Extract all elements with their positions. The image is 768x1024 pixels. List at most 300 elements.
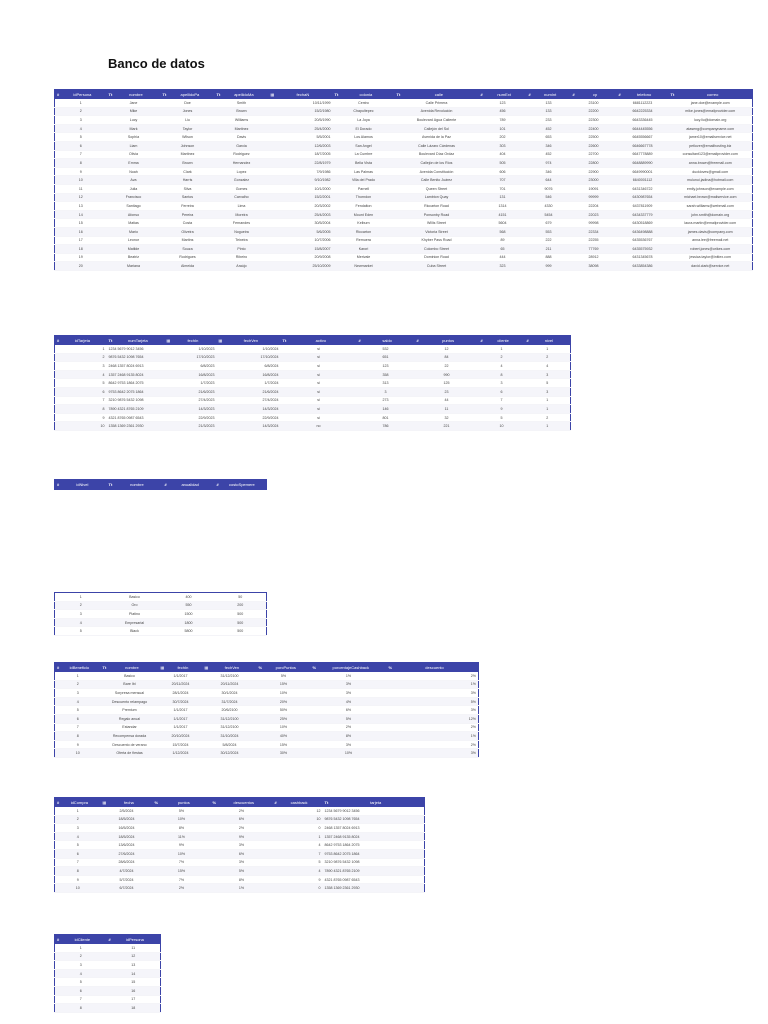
table-cell[interactable]: 6435536767 bbox=[617, 236, 669, 245]
table-cell[interactable]: 273 bbox=[357, 396, 415, 405]
table-cell[interactable]: La Joya bbox=[333, 116, 395, 125]
column-header-anualidad[interactable] bbox=[163, 480, 215, 490]
table-cell[interactable]: Lopez bbox=[215, 167, 269, 176]
table-cell[interactable]: 31/10/2024 bbox=[203, 732, 257, 741]
table-cell[interactable]: 20/5/1990 bbox=[269, 116, 333, 125]
column-header-fechan[interactable] bbox=[269, 90, 333, 100]
table-cell[interactable]: 1 bbox=[55, 672, 101, 680]
table-cell[interactable]: 20/3/2002 bbox=[269, 202, 333, 211]
table-cell[interactable]: 30/12/2024 bbox=[203, 749, 257, 758]
table-cell[interactable]: Regalo anual bbox=[101, 714, 159, 723]
table-cell[interactable]: 6430518869 bbox=[617, 219, 669, 228]
table-cell[interactable]: Queen Street bbox=[395, 184, 479, 193]
table-cell[interactable]: 2% bbox=[311, 723, 387, 732]
table-cell[interactable]: 1/1/2017 bbox=[159, 706, 203, 715]
table-cell[interactable]: Remuera bbox=[333, 236, 395, 245]
table-cell[interactable]: 323 bbox=[479, 262, 527, 271]
table-cell[interactable]: 10/11/1999 bbox=[269, 99, 333, 107]
table-cell[interactable]: 3% bbox=[387, 689, 479, 698]
table-cell[interactable]: 500 bbox=[215, 610, 267, 619]
table-cell[interactable]: 15% bbox=[257, 680, 311, 689]
table-cell[interactable]: 12% bbox=[387, 714, 479, 723]
table-cell[interactable]: Williams bbox=[215, 116, 269, 125]
table-cell[interactable]: jane.doe@example.com bbox=[669, 99, 753, 107]
table-cell[interactable]: 77769 bbox=[571, 245, 617, 254]
table-cell[interactable]: Gomes bbox=[215, 184, 269, 193]
table-cell[interactable]: 1314 bbox=[479, 202, 527, 211]
table-cell[interactable]: 31/12/2100 bbox=[203, 723, 257, 732]
table-cell[interactable]: 4151 bbox=[479, 210, 527, 219]
table-cell[interactable]: 3210 9876 5432 1098 bbox=[323, 858, 425, 867]
table-cell[interactable]: 6% bbox=[211, 815, 273, 824]
table-cell[interactable]: 2/5/2024 bbox=[101, 807, 153, 815]
table-cell[interactable]: Basico bbox=[101, 672, 159, 680]
column-header-idcliente[interactable] bbox=[55, 935, 107, 945]
table-cell[interactable]: Boulevard Agua Caliente bbox=[395, 116, 479, 125]
table-cell[interactable]: emily.johnson@example.com bbox=[669, 184, 753, 193]
table-cell[interactable]: 15/7/2024 bbox=[159, 740, 203, 749]
table-cell[interactable]: 974 bbox=[527, 159, 571, 168]
table-cell[interactable]: 9753 8642 2075 1864 bbox=[107, 387, 165, 396]
table-cell[interactable]: Fendalton bbox=[333, 202, 395, 211]
table-cell[interactable]: 14/3/2023 bbox=[165, 405, 217, 414]
table-cell[interactable]: 2 bbox=[525, 413, 571, 422]
table-cell[interactable]: 22800 bbox=[571, 159, 617, 168]
table-cell[interactable]: 18 bbox=[107, 1004, 161, 1013]
table-cell[interactable]: 15 bbox=[107, 978, 161, 987]
table-cell[interactable]: 5% bbox=[311, 714, 387, 723]
table-cell[interactable]: Centro bbox=[333, 99, 395, 107]
table-cell[interactable]: 20/11/2024 bbox=[159, 680, 203, 689]
table-cell[interactable]: 20/11/2024 bbox=[203, 680, 257, 689]
table-cell[interactable]: 1 bbox=[525, 405, 571, 414]
table-cell[interactable]: Callejón del Sol bbox=[395, 124, 479, 133]
table-cell[interactable]: Kelburn bbox=[333, 219, 395, 228]
table-cell[interactable]: 1234 5679 9012 3456 bbox=[323, 807, 425, 815]
table-cell[interactable]: david.clark@service.net bbox=[669, 262, 753, 271]
table-cell[interactable]: 11% bbox=[153, 832, 211, 841]
table-cell[interactable]: sarah.williams@webmail.com bbox=[669, 202, 753, 211]
table-cell[interactable]: si bbox=[281, 353, 357, 362]
table-cell[interactable]: Pinto bbox=[215, 245, 269, 254]
table-cell[interactable]: Mariana bbox=[107, 262, 161, 271]
table-cell[interactable]: 6681112223 bbox=[617, 99, 669, 107]
table-cell[interactable]: 28/6/2024 bbox=[101, 858, 153, 867]
table-cell[interactable]: 211 bbox=[527, 245, 571, 254]
table-cell[interactable]: 17/10/2024 bbox=[217, 353, 281, 362]
table-cell[interactable]: 9876 5432 1098 7654 bbox=[323, 815, 425, 824]
table-cell[interactable]: Black bbox=[107, 627, 163, 636]
table-cell[interactable]: 444 bbox=[479, 253, 527, 262]
table-cell[interactable]: 644 bbox=[527, 176, 571, 185]
table-cell[interactable]: 2 bbox=[55, 952, 107, 961]
table-cell[interactable]: 22900 bbox=[571, 167, 617, 176]
table-cell[interactable]: Recompensa dorada bbox=[101, 732, 159, 741]
table-cell[interactable]: 8% bbox=[153, 824, 211, 833]
table-cell[interactable]: 550 bbox=[163, 601, 215, 610]
table-cell[interactable]: jessica.taylor@initiex.com bbox=[669, 253, 753, 262]
table-cell[interactable]: Brown bbox=[161, 159, 215, 168]
table-cell[interactable]: 1 bbox=[55, 944, 107, 952]
table-cell[interactable]: 3% bbox=[211, 858, 273, 867]
table-cell[interactable]: 3 bbox=[525, 387, 571, 396]
table-cell[interactable]: 10/1/2000 bbox=[269, 184, 333, 193]
table-cell[interactable]: 5/8/2024 bbox=[203, 740, 257, 749]
table-cell[interactable]: 6643336445 bbox=[617, 116, 669, 125]
table-cell[interactable]: 30/7/2024 bbox=[159, 697, 203, 706]
table-cell[interactable]: 31/12/2100 bbox=[203, 714, 257, 723]
table-cell[interactable]: 5 bbox=[479, 413, 525, 422]
table-cell[interactable]: mulunui.jadina@hotmail.com bbox=[669, 176, 753, 185]
table-cell[interactable]: 2% bbox=[211, 807, 273, 815]
table-cell[interactable]: 18/5/2024 bbox=[101, 815, 153, 824]
table-cell[interactable]: Doe bbox=[161, 99, 215, 107]
table-cell[interactable]: 38098 bbox=[571, 262, 617, 271]
table-cell[interactable]: 32 bbox=[415, 413, 479, 422]
table-cell[interactable]: Teixeira bbox=[215, 236, 269, 245]
table-cell[interactable]: 1/12/2024 bbox=[159, 749, 203, 758]
table-cell[interactable]: 1% bbox=[211, 884, 273, 893]
table-cell[interactable]: 9% bbox=[211, 832, 273, 841]
table-cell[interactable]: Cuba Street bbox=[395, 262, 479, 271]
table-cell[interactable]: 5454 bbox=[527, 210, 571, 219]
table-cell[interactable]: Mario bbox=[107, 227, 161, 236]
table-cell[interactable]: 1234 5679 9012 3456 bbox=[107, 345, 165, 353]
table-cell[interactable]: 22/9/2024 bbox=[217, 413, 281, 422]
table-cell[interactable]: 9 bbox=[479, 405, 525, 414]
table-cell[interactable]: Julia bbox=[107, 184, 161, 193]
table-cell[interactable]: 200 bbox=[215, 601, 267, 610]
column-header-idcompra[interactable] bbox=[55, 798, 101, 808]
table-cell[interactable]: 15 bbox=[55, 219, 107, 228]
table-cell[interactable]: Khyber Pass Road bbox=[395, 236, 479, 245]
table-cell[interactable]: Mike bbox=[107, 107, 161, 116]
table-cell[interactable]: 5/6/2005 bbox=[269, 227, 333, 236]
table-cell[interactable]: 6649990001 bbox=[617, 167, 669, 176]
table-cell[interactable]: Calle Primera bbox=[395, 99, 479, 107]
table-cell[interactable]: 3 bbox=[55, 824, 101, 833]
column-header-fecha[interactable] bbox=[101, 798, 153, 808]
table-cell[interactable]: Liu bbox=[161, 116, 215, 125]
table-cell[interactable]: Moreira bbox=[215, 210, 269, 219]
table-cell[interactable]: Carvalho bbox=[215, 193, 269, 202]
column-header-numtarjeta[interactable] bbox=[107, 336, 165, 346]
table-cell[interactable]: 221 bbox=[415, 422, 479, 431]
column-header-descuento[interactable] bbox=[387, 663, 479, 673]
table-cell[interactable]: 651 bbox=[357, 353, 415, 362]
table-cell[interactable]: Matilde bbox=[107, 245, 161, 254]
table-cell[interactable]: 5% bbox=[153, 807, 211, 815]
table-cell[interactable]: 6 bbox=[55, 714, 101, 723]
column-header-puntos[interactable] bbox=[415, 336, 479, 346]
table-cell[interactable]: 456 bbox=[479, 107, 527, 116]
column-header-porcpuntos[interactable] bbox=[257, 663, 311, 673]
table-cell[interactable]: Jones bbox=[161, 107, 215, 116]
table-cell[interactable]: 404 bbox=[479, 150, 527, 159]
table-cell[interactable]: 84 bbox=[415, 353, 479, 362]
table-cell[interactable]: 23100 bbox=[571, 99, 617, 107]
table-cell[interactable]: Wilson bbox=[161, 133, 215, 142]
table-cell[interactable]: Los Alamos bbox=[333, 133, 395, 142]
table-cell[interactable]: 4 bbox=[55, 370, 107, 379]
table-cell[interactable]: San Angel bbox=[333, 141, 395, 150]
table-cell[interactable]: 22400 bbox=[571, 124, 617, 133]
table-cell[interactable]: 568 bbox=[479, 227, 527, 236]
table-cell[interactable]: si bbox=[281, 396, 357, 405]
table-cell[interactable]: 8642 9753 1864 2075 bbox=[323, 841, 425, 850]
table-cell[interactable]: 789 bbox=[479, 116, 527, 125]
table-cell[interactable]: 25/4/2003 bbox=[269, 210, 333, 219]
table-cell[interactable]: 14/3/2024 bbox=[217, 405, 281, 414]
table-cell[interactable]: Harris bbox=[161, 176, 215, 185]
table-cell[interactable]: 22334 bbox=[571, 227, 617, 236]
table-cell[interactable]: 9753 8642 2075 1864 bbox=[323, 849, 425, 858]
table-cell[interactable]: 9% bbox=[153, 841, 211, 850]
table-cell[interactable]: 9 bbox=[273, 875, 323, 884]
table-cell[interactable]: 9 bbox=[55, 167, 107, 176]
table-cell[interactable]: 11 bbox=[107, 944, 161, 952]
table-cell[interactable]: 9 bbox=[55, 413, 107, 422]
table-cell[interactable]: 22700 bbox=[571, 150, 617, 159]
table-cell[interactable]: Villa del Prado bbox=[333, 176, 395, 185]
table-cell[interactable]: 5 bbox=[55, 841, 101, 850]
table-cell[interactable]: 20/10/2024 bbox=[159, 732, 203, 741]
table-cell[interactable]: Rodriguez bbox=[215, 150, 269, 159]
table-cell[interactable]: 1/1/2017 bbox=[159, 672, 203, 680]
table-cell[interactable]: 3% bbox=[311, 680, 387, 689]
table-cell[interactable]: Oro bbox=[107, 601, 163, 610]
table-cell[interactable]: Davis bbox=[215, 133, 269, 142]
table-cell[interactable]: 19 bbox=[55, 253, 107, 262]
table-cell[interactable]: 3 bbox=[55, 961, 107, 970]
table-cell[interactable]: 2 bbox=[479, 353, 525, 362]
table-cell[interactable]: 23000 bbox=[571, 176, 617, 185]
table-cell[interactable]: 22 bbox=[415, 362, 479, 371]
column-header-tarjeta[interactable] bbox=[323, 798, 425, 808]
table-cell[interactable]: Empresarial bbox=[107, 618, 163, 627]
table-cell[interactable]: 65 bbox=[479, 245, 527, 254]
table-cell[interactable]: 6640001112 bbox=[617, 176, 669, 185]
table-cell[interactable]: 10 bbox=[55, 749, 101, 758]
table-cell[interactable]: 14 bbox=[55, 210, 107, 219]
table-cell[interactable]: Karori bbox=[333, 245, 395, 254]
table-cell[interactable]: no bbox=[281, 422, 357, 431]
table-cell[interactable]: 2 bbox=[55, 601, 107, 610]
table-cell[interactable]: 7/9/1986 bbox=[269, 167, 333, 176]
table-cell[interactable]: 2% bbox=[387, 740, 479, 749]
table-cell[interactable]: 125 bbox=[415, 379, 479, 388]
table-cell[interactable]: Callejón de los Ríos bbox=[395, 159, 479, 168]
table-cell[interactable]: 14/3/2024 bbox=[217, 422, 281, 431]
table-cell[interactable]: Merivale bbox=[333, 253, 395, 262]
table-cell[interactable]: 707 bbox=[479, 176, 527, 185]
table-cell[interactable]: 27/6/2024 bbox=[101, 849, 153, 858]
table-cell[interactable]: 5 bbox=[55, 627, 107, 636]
table-cell[interactable]: 10% bbox=[257, 689, 311, 698]
table-cell[interactable]: 5 bbox=[525, 379, 571, 388]
table-cell[interactable]: 13 bbox=[55, 202, 107, 211]
table-cell[interactable]: 17 bbox=[55, 236, 107, 245]
table-cell[interactable]: 10/7/2006 bbox=[269, 236, 333, 245]
table-cell[interactable]: Oliveira bbox=[161, 227, 215, 236]
table-cell[interactable]: Pereira bbox=[161, 210, 215, 219]
table-cell[interactable]: 6/8/2023 bbox=[165, 362, 217, 371]
table-cell[interactable]: 3% bbox=[387, 706, 479, 715]
column-header-numint[interactable] bbox=[527, 90, 571, 100]
table-cell[interactable]: 1 bbox=[55, 99, 107, 107]
table-cell[interactable]: Mount Eden bbox=[333, 210, 395, 219]
table-cell[interactable]: 999 bbox=[527, 262, 571, 271]
table-cell[interactable]: Mark bbox=[107, 124, 161, 133]
table-cell[interactable]: Colombo Street bbox=[395, 245, 479, 254]
table-cell[interactable]: 12 bbox=[107, 952, 161, 961]
table-cell[interactable]: 2 bbox=[55, 815, 101, 824]
table-cell[interactable]: 701 bbox=[479, 184, 527, 193]
table-cell[interactable]: 4 bbox=[55, 618, 107, 627]
table-cell[interactable]: 16 bbox=[107, 986, 161, 995]
table-cell[interactable]: 1/7/2023 bbox=[165, 379, 217, 388]
column-header-nombre[interactable] bbox=[107, 480, 163, 490]
table-cell[interactable]: 6/7/2024 bbox=[101, 884, 153, 893]
table-cell[interactable]: 16/5/2024 bbox=[101, 824, 153, 833]
table-cell[interactable]: 9876 5432 1098 7654 bbox=[107, 353, 165, 362]
column-header-cliente[interactable] bbox=[479, 336, 525, 346]
table-cell[interactable]: 10 bbox=[273, 815, 323, 824]
table-cell[interactable]: 22255 bbox=[571, 236, 617, 245]
table-cell[interactable]: 28912 bbox=[571, 253, 617, 262]
table-cell[interactable]: 30% bbox=[257, 749, 311, 758]
table-cell[interactable]: Basico bbox=[107, 593, 163, 602]
table-cell[interactable]: 12 bbox=[415, 345, 479, 353]
table-cell[interactable]: Willis Street bbox=[395, 219, 479, 228]
table-cell[interactable]: 4 bbox=[273, 841, 323, 850]
table-cell[interactable]: 146 bbox=[357, 405, 415, 414]
table-cell[interactable]: 2% bbox=[211, 824, 273, 833]
table-cell[interactable]: 16/8/2024 bbox=[217, 370, 281, 379]
table-cell[interactable]: laura.martin@emailprovider.com bbox=[669, 219, 753, 228]
table-cell[interactable]: 5 bbox=[55, 133, 107, 142]
table-cell[interactable]: 3% bbox=[311, 689, 387, 698]
table-cell[interactable]: si bbox=[281, 413, 357, 422]
table-cell[interactable]: 15/8/2007 bbox=[269, 245, 333, 254]
table-cell[interactable]: 18/7/2005 bbox=[269, 150, 333, 159]
table-cell[interactable]: 4/7/2024 bbox=[101, 867, 153, 876]
table-cell[interactable]: 6/8/2024 bbox=[217, 362, 281, 371]
table-cell[interactable]: Avenida Constitución bbox=[395, 167, 479, 176]
table-cell[interactable]: 1 bbox=[273, 832, 323, 841]
table-cell[interactable]: Descuento relampago bbox=[101, 697, 159, 706]
table-cell[interactable]: si bbox=[281, 362, 357, 371]
table-cell[interactable]: Boulevard Díaz Ordaz bbox=[395, 150, 479, 159]
table-cell[interactable]: Souza bbox=[161, 245, 215, 254]
table-cell[interactable]: Chapultepec bbox=[333, 107, 395, 116]
table-cell[interactable]: 133 bbox=[527, 107, 571, 116]
table-cell[interactable]: 10 bbox=[55, 422, 107, 431]
table-cell[interactable]: 6437811909 bbox=[617, 202, 669, 211]
table-cell[interactable]: 9076 bbox=[527, 184, 571, 193]
table-cell[interactable]: 89 bbox=[479, 236, 527, 245]
column-header-fechin[interactable] bbox=[159, 663, 203, 673]
column-header-fechin[interactable] bbox=[165, 336, 217, 346]
table-cell[interactable]: 1 bbox=[525, 345, 571, 353]
table-cell[interactable]: Platino bbox=[107, 610, 163, 619]
table-cell[interactable]: Lambton Quay bbox=[395, 193, 479, 202]
table-cell[interactable]: Liam bbox=[107, 141, 161, 150]
column-header-idpersona[interactable] bbox=[55, 90, 107, 100]
table-cell[interactable]: 23 bbox=[415, 387, 479, 396]
table-cell[interactable]: 7% bbox=[153, 875, 211, 884]
table-cell[interactable]: 22023 bbox=[571, 210, 617, 219]
table-cell[interactable]: 10% bbox=[153, 849, 211, 858]
column-header-telefono[interactable] bbox=[617, 90, 669, 100]
table-cell[interactable]: 6648889990 bbox=[617, 159, 669, 168]
column-header-nombre[interactable] bbox=[107, 90, 161, 100]
table-cell[interactable]: Gonzalez bbox=[215, 176, 269, 185]
table-cell[interactable]: 10 bbox=[55, 176, 107, 185]
table-cell[interactable]: 5 bbox=[55, 706, 101, 715]
table-cell[interactable]: 2% bbox=[387, 723, 479, 732]
table-cell[interactable]: Hernandez bbox=[215, 159, 269, 168]
table-cell[interactable]: Premium bbox=[101, 706, 159, 715]
table-cell[interactable]: 1 bbox=[479, 345, 525, 353]
table-cell[interactable]: 20/6/2100 bbox=[203, 706, 257, 715]
table-cell[interactable]: 202 bbox=[479, 133, 527, 142]
column-header-apellidopa[interactable] bbox=[161, 90, 215, 100]
table-cell[interactable]: jamer10@emailservice.net bbox=[669, 133, 753, 142]
table-cell[interactable]: El Dorado bbox=[333, 124, 395, 133]
table-cell[interactable]: 4321 8765 0987 6543 bbox=[107, 413, 165, 422]
table-cell[interactable]: si bbox=[281, 370, 357, 379]
table-cell[interactable]: Oferta de fiestas bbox=[101, 749, 159, 758]
column-header-colonia[interactable] bbox=[333, 90, 395, 100]
table-cell[interactable]: Almeida bbox=[161, 262, 215, 271]
table-cell[interactable]: 1/7/2024 bbox=[217, 379, 281, 388]
table-cell[interactable]: si bbox=[281, 345, 357, 353]
table-cell[interactable]: 3 bbox=[55, 610, 107, 619]
table-cell[interactable]: 546 bbox=[527, 193, 571, 202]
table-cell[interactable]: 303 bbox=[479, 141, 527, 150]
table-cell[interactable]: Beatriz bbox=[107, 253, 161, 262]
table-cell[interactable]: 1/1/2017 bbox=[159, 714, 203, 723]
table-cell[interactable]: 22600 bbox=[571, 141, 617, 150]
table-cell[interactable]: Avenida de la Paz bbox=[395, 133, 479, 142]
column-header-saldo[interactable] bbox=[357, 336, 415, 346]
table-cell[interactable]: Leonor bbox=[107, 236, 161, 245]
table-cell[interactable]: 4 bbox=[55, 124, 107, 133]
table-cell[interactable]: 8 bbox=[479, 370, 525, 379]
table-cell[interactable]: 786 bbox=[357, 422, 415, 431]
table-cell[interactable]: Olivia bbox=[107, 150, 161, 159]
table-cell[interactable]: 10% bbox=[153, 815, 211, 824]
table-cell[interactable]: 18/5/2024 bbox=[101, 832, 153, 841]
table-cell[interactable]: Estandar bbox=[101, 723, 159, 732]
table-cell[interactable]: 18 bbox=[55, 245, 107, 254]
table-cell[interactable]: 0 bbox=[273, 824, 323, 833]
table-cell[interactable]: Bare Ibi bbox=[101, 680, 159, 689]
table-cell[interactable]: Las Palmas bbox=[333, 167, 395, 176]
table-cell[interactable]: Ribeiro bbox=[215, 253, 269, 262]
table-cell[interactable]: 131 bbox=[479, 193, 527, 202]
table-cell[interactable]: Calle Benito Juárez bbox=[395, 176, 479, 185]
table-cell[interactable]: Rodrigues bbox=[161, 253, 215, 262]
table-cell[interactable]: 0 bbox=[273, 884, 323, 893]
table-cell[interactable]: 1 bbox=[55, 345, 107, 353]
table-cell[interactable]: 1/10/2024 bbox=[217, 345, 281, 353]
table-cell[interactable]: 9 bbox=[55, 875, 101, 884]
table-cell[interactable]: 1358 1369 2361 2930 bbox=[323, 884, 425, 893]
table-cell[interactable]: Calle Lázaro Cárdenas bbox=[395, 141, 479, 150]
column-header-fechven[interactable] bbox=[203, 663, 257, 673]
